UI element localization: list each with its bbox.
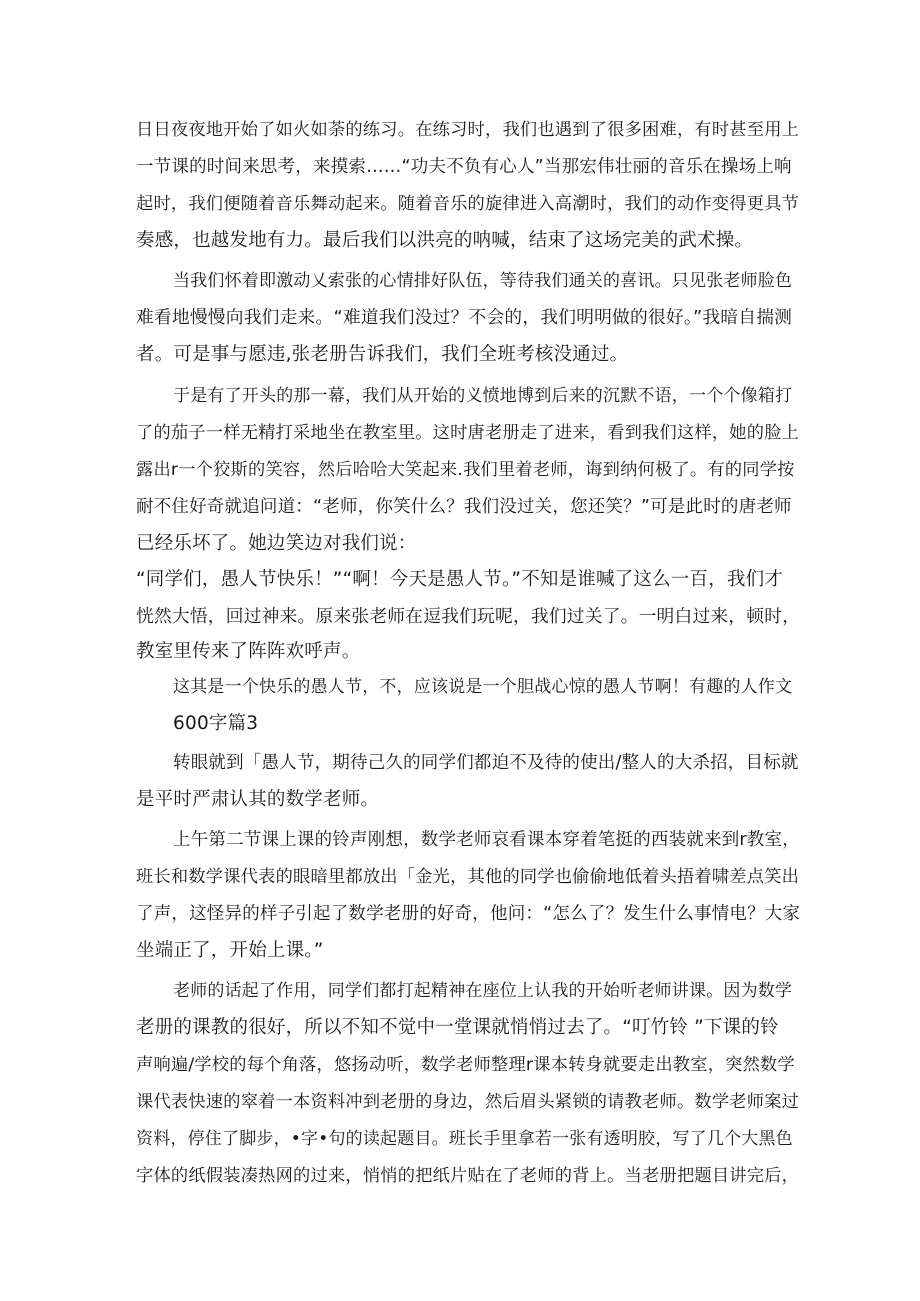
- text-line: 日日夜夜地开始了如火如荼的练习。在练习时，我们也遇到了很多困难，有时甚至用上: [136, 120, 800, 140]
- text-line: 耐不住好奇就追问道：“老师，你笑什么？我们没过关，您还笑？”可是此时的唐老师: [136, 497, 792, 517]
- text-line: 这其是一个快乐的愚人节，不，应该说是一个胆战心惊的愚人节啊！有趣的人作文: [173, 677, 793, 697]
- text-line: 了的茄子一样无精打采地坐在教室里。这时唐老册走了进来，看到我们这样，她的脸上: [136, 423, 800, 443]
- text-line: 于是有了开头的那一幕，我们从开始的义愤地博到后来的沉默不语，一个个像箱打: [173, 386, 793, 406]
- text-line: 者。可是事与愿违,张老册告诉我们，我们全班考核没通过。: [136, 344, 629, 365]
- text-line: 一节课的时间来思考，来摸索……“功夫不负有心人”当那宏伟壮丽的音乐在操场上响: [136, 157, 792, 177]
- text-line: 资料，停住了脚步，•字•句的读起题目。班长手里拿若一张有透明胶，写了几个大黑色: [136, 1129, 793, 1149]
- text-line: 当我们怀着即激动乂索张的心情排好队伍，等待我们通关的喜讯。只见张老师脸色: [173, 271, 793, 291]
- text-line: 起时，我们便随着音乐舞动起来。随着音乐的旋律进入高潮时，我们的动作变得更具节: [136, 194, 800, 214]
- text-line: 坐端正了，开始上课。”: [136, 940, 324, 961]
- text-line: 600字篇3: [173, 713, 259, 734]
- text-line: 老册的课教的很好，所以不知不觉中一堂课就悄悄过去了。“叮竹铃 ”下课的铃: [136, 1017, 779, 1038]
- text-line: 课代表快速的窣着一本资料冲到老册的身边，然后眉头紧锁的请教老师。数学老师案过: [136, 1092, 800, 1112]
- text-line: 了声，这怪异的样子引起了数学老册的好奇，他问：“怎么了？发生什么事情电？大家: [136, 904, 801, 924]
- text-line: 恍然大悟，回过神来。原来张老师在逗我们玩呢，我们过关了。一明白过来，顿时，: [136, 607, 801, 627]
- text-line: 奏感，也越发地有力。最后我们以洪亮的呐喊，结束了这场完美的武术操。: [136, 230, 754, 251]
- text-line: 班长和数学课代表的眼暗里都放出「金光，其他的同学也偷偷地低着头捂着啸差点笑出: [136, 867, 800, 887]
- text-line: 是平时严肃认其的数学老师。: [136, 789, 380, 810]
- text-line: 教室里传来了阵阵欢呼声。: [136, 641, 361, 662]
- text-line: 上午第二节课上课的铃声刚想，数学老师哀看课本穿着笔挺的西装就来到r教室，: [173, 830, 800, 850]
- text-line: 已经乐坏了。她边笑边对我们说：: [136, 533, 417, 554]
- text-line: 露出r一个狡斯的笑容，然后哈哈大笑起来.我们里着老师，诲到纳何极了。有的同学按: [136, 460, 795, 480]
- text-line: 难看地慢慢向我们走来。“难道我们没过？不会的，我们明明做的很好。”我暗自揣测: [136, 308, 793, 328]
- text-line: 声响遍/学校的每个角落，悠扬动听，数学老师整理r课本转身就要走出教室，突然数学: [136, 1055, 795, 1075]
- text-line: 转眼就到「愚人节，期待己久的同学们都迫不及待的使出/整人的大杀招，目标就: [173, 753, 799, 773]
- text-line: “同学们，愚人节快乐！”“啊！今天是愚人节。”不知是谁喊了这么一百，我们才: [136, 569, 783, 590]
- text-line: 字体的纸假装凑热网的过来，悄悄的把纸片贴在了老师的背上。当老册把题目讲完后，: [136, 1166, 800, 1186]
- text-line: 老师的话起了作用，同学们都打起精神在座位上认我的开始听老师讲课。因为数学: [173, 981, 793, 1001]
